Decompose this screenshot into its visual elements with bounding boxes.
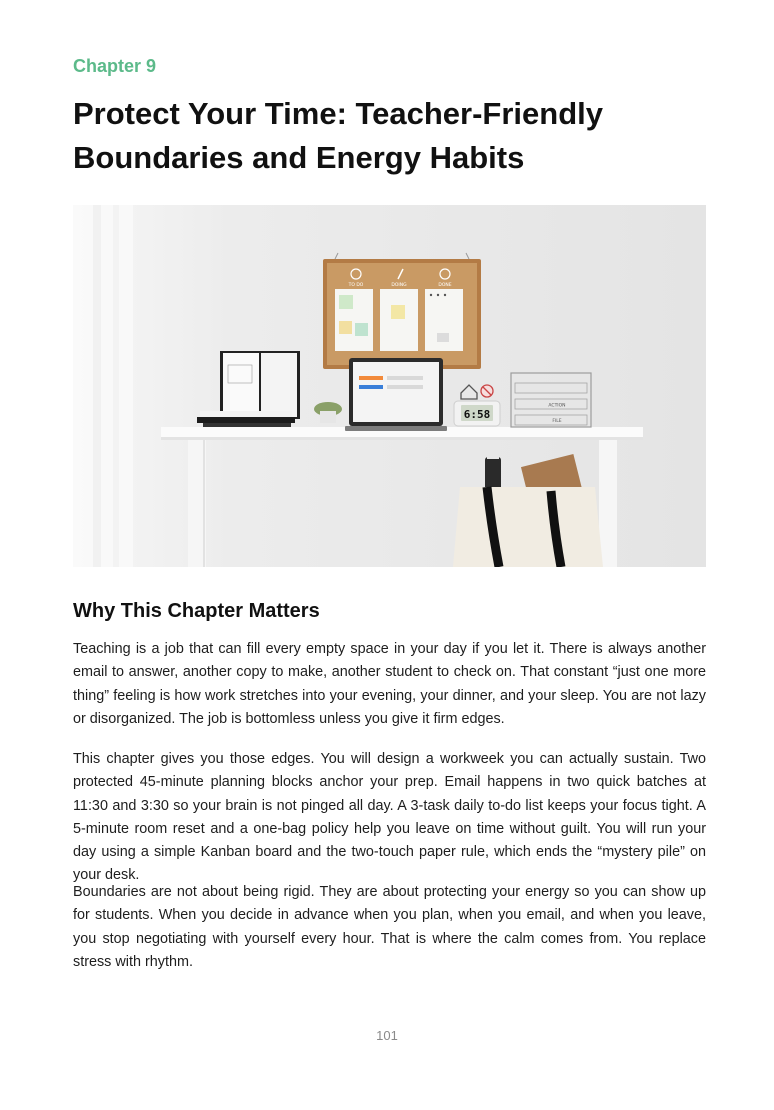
kanban-board-icon xyxy=(323,253,481,369)
laptop-icon xyxy=(345,358,447,431)
board-column-doing: DOING xyxy=(391,283,407,288)
section-heading: Why This Chapter Matters xyxy=(73,600,320,622)
chapter-label: Chapter 9 xyxy=(73,56,157,76)
paragraph: This chapter gives you those edges. You will design a workweek you can actually sustain. Two protected 45-minute planning blocks anchor your prep. Email happens in two quick batches at 11:30 and 3:30 so your brain is not pinged all day. A 3-task daily to-do list keeps your focus tight. A 5-minute room reset and a one-bag policy help you leave on time without guilt. You will run your day using a simple Kanban board and the two-touch paper rule, which ends the “mystery pile” on your desk. xyxy=(73,751,706,884)
paragraph: Boundaries are not about being rigid. They are about protecting your energy so you can show up for students. When you decide in advance when you plan, when you email, and when you leave, you stop negotiating with yourself every hour. That is where the calm comes from. You replace stress with rhythm. xyxy=(73,884,706,970)
page-number: 101 xyxy=(376,1028,398,1043)
alarm-clock-icon xyxy=(454,401,500,426)
clock-time: 6:58 xyxy=(463,408,491,421)
paragraph: Teaching is a job that can fill every empty space in your day if you let it. There is always another email to answer, another copy to make, another student to check on. That constant “just one more thing” feeling is how work stretches into your evening, your dinner, and your sleep. You are not lazy or disorganized. The job is bottomless unless you give it firm edges. xyxy=(73,641,706,727)
board-column-todo: TO DO xyxy=(348,283,364,288)
tray-label-file: FILE xyxy=(552,419,562,424)
chapter-title: Protect Your Time: Teacher-Friendly Boundaries and Energy Habits xyxy=(73,96,604,175)
tray-label-action: ACTION xyxy=(548,403,566,409)
desk-photo xyxy=(73,205,706,567)
no-symbol-icon xyxy=(481,385,493,397)
board-column-done: DONE xyxy=(438,283,452,288)
